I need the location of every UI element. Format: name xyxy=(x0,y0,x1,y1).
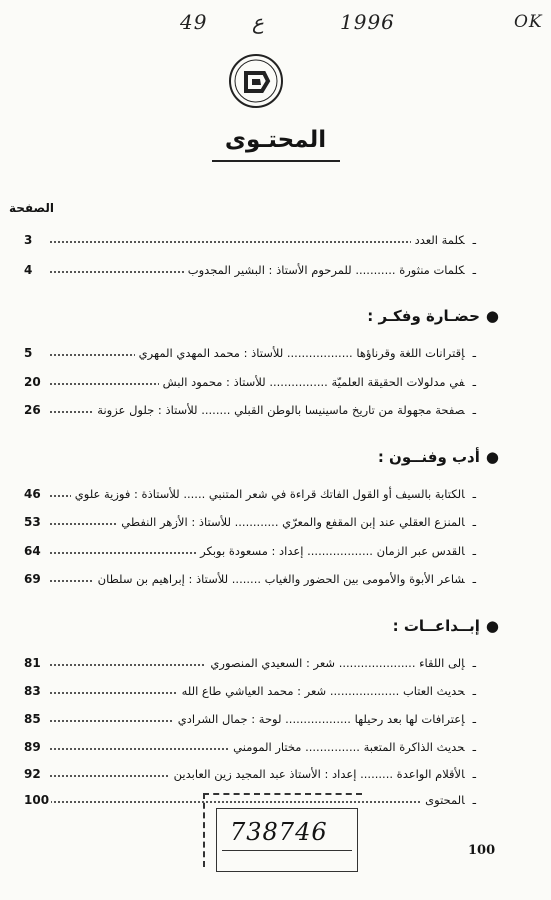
toc-entry-text: الكتابة بالسيف أو القول الفاتك قراءة في شعر المتنبي ...... للأستاذة : فوزية علوي xyxy=(74,487,465,501)
stamp-underline xyxy=(222,850,352,851)
toc-entry-text: المنزع العقلي عند إبن المقفع والمعرّي ............ للأستاذ : الأزهر النفطي xyxy=(121,515,465,529)
footer-page-number: 100 xyxy=(468,843,496,858)
toc-page-number: 92 xyxy=(24,767,41,781)
toc-entry-text: القدس عبر الزمان .................. إعداد : مسعودة بوبكر xyxy=(200,544,465,558)
stamp-number: 738746 xyxy=(230,818,328,846)
toc-page-number: 26 xyxy=(24,403,41,417)
toc-entry-text: كلمة العدد xyxy=(414,233,465,247)
toc-entry-text: شاعر الأبوة والأمومى بين الحضور والغياب ........ للأستاذ : إبراهيم بن سلطان xyxy=(97,572,465,586)
toc-page-number: 3 xyxy=(24,233,33,247)
toc-page-number: 5 xyxy=(24,346,33,360)
toc-page-number: 81 xyxy=(24,656,41,670)
section-heading: ●أدب وفنــون : xyxy=(377,448,499,466)
toc-entry: 20 ـفي مدلولات الحقيقة العلميّة ................ للأستاذ : محمود البش xyxy=(24,375,476,389)
toc-page-number: 64 xyxy=(24,544,41,558)
toc-entry: 81 ـإلى اللقاء ..................... شعر : السعيدي المنصوري xyxy=(24,656,476,670)
title-underline xyxy=(212,160,340,162)
toc-page-number: 83 xyxy=(24,684,41,698)
handwritten-year: 1996 xyxy=(340,10,395,34)
toc-entry-text: صفحة مجهولة من تاريخ ماسينيسا بالوطن القبلي ........ للأستاذ : جلول عزونة xyxy=(97,403,465,417)
handwritten-ok: OK xyxy=(514,12,543,32)
toc-entry-text: حديث الذاكرة المتعبة ............... مختار المومني xyxy=(233,740,465,754)
toc-entry-text: إلى اللقاء ..................... شعر : السعيدي المنصوري xyxy=(210,656,465,670)
section-heading: ●إبــداعــات : xyxy=(392,617,499,635)
handwritten-letter: ع xyxy=(252,10,264,34)
toc-page-number: 4 xyxy=(24,263,33,277)
page-column-label: الصفحة xyxy=(8,201,54,215)
toc-entry: 3 ـكلمة العدد xyxy=(24,233,476,247)
toc-page-number: 100 xyxy=(24,793,50,807)
toc-entry: 92 ـالأقلام الواعدة ......... إعداد : الأستاذ عبد المجيد زين العابدين xyxy=(24,767,476,781)
toc-entry-text: المحتوى xyxy=(425,793,465,807)
section-heading: ●حضـارة وفكـر : xyxy=(367,307,499,325)
toc-entry: 26 ـصفحة مجهولة من تاريخ ماسينيسا بالوطن القبلي ........ للأستاذ : جلول عزونة xyxy=(24,403,476,417)
toc-entry: 83 ـحديث العتاب ................... شعر : محمد العياشي طاع الله xyxy=(24,684,476,698)
toc-page-number: 46 xyxy=(24,487,41,501)
toc-page-number: 85 xyxy=(24,712,41,726)
toc-page-number: 89 xyxy=(24,740,41,754)
toc-entry: 4 ـكلمات منثورة ........... للمرحوم الأستاذ : البشير المجدوب xyxy=(24,263,476,277)
toc-entry-text: إقترانات اللغة وقرناؤها .................. للأستاذ : محمد المهدي المهري xyxy=(138,346,465,360)
emblem-icon xyxy=(228,53,284,109)
page-title: المحتـوى xyxy=(224,127,327,153)
toc-entry-text: الأقلام الواعدة ......... إعداد : الأستاذ عبد المجيد زين العابدين xyxy=(173,767,465,781)
toc-page-number: 53 xyxy=(24,515,41,529)
toc-page-number: 20 xyxy=(24,375,41,389)
toc-page-number: 69 xyxy=(24,572,41,586)
toc-entry: 69 ـشاعر الأبوة والأمومى بين الحضور والغياب ........ للأستاذ : إبراهيم بن سلطان xyxy=(24,572,476,586)
toc-entry: 46 ـالكتابة بالسيف أو القول الفاتك قراءة في شعر المتنبي ...... للأستاذة : فوزية علوي xyxy=(24,487,476,501)
toc-entry: 89 ـحديث الذاكرة المتعبة ............... مختار المومني xyxy=(24,740,476,754)
toc-entry: 85 ـإعترافات لها بعد رحيلها .................. لوحة : جمال الشرادي xyxy=(24,712,476,726)
toc-entry-text: في مدلولات الحقيقة العلميّة ................ للأستاذ : محمود البش xyxy=(162,375,465,389)
toc-entry: 53 ـالمنزع العقلي عند إبن المقفع والمعرّي ............ للأستاذ : الأزهر النفطي xyxy=(24,515,476,529)
toc-entry-text: إعترافات لها بعد رحيلها .................. لوحة : جمال الشرادي xyxy=(177,712,465,726)
handwritten-number: 49 xyxy=(180,10,208,34)
toc-entry: 64 ـالقدس عبر الزمان .................. إعداد : مسعودة بوبكر xyxy=(24,544,476,558)
toc-entry-text: حديث العتاب ................... شعر : محمد العياشي طاع الله xyxy=(181,684,465,698)
toc-entry: 5 ـإقترانات اللغة وقرناؤها .................. للأستاذ : محمد المهدي المهري xyxy=(24,346,476,360)
toc-entry: 100 ـالمحتوى xyxy=(24,793,476,807)
toc-entry-text: كلمات منثورة ........... للمرحوم الأستاذ : البشير المجدوب xyxy=(187,263,465,277)
